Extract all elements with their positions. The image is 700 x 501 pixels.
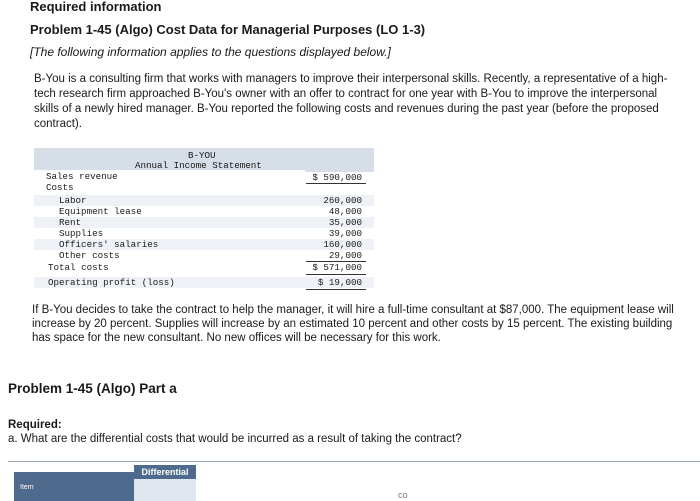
total-costs-value: $ 571,000	[312, 262, 362, 273]
sales-underline	[306, 183, 366, 184]
sales-revenue-value: $ 590,000	[312, 172, 362, 183]
income-statement	[34, 148, 374, 294]
differential-column-header: Differential	[134, 465, 196, 479]
profit-underline	[306, 289, 366, 290]
item-column-label: Item	[20, 484, 34, 491]
supplies-label: Supplies	[59, 228, 104, 239]
equipment-lease-value: 48,000	[328, 206, 362, 217]
rent-label: Rent	[59, 217, 82, 228]
scenario-paragraph: If B-You decides to take the contract to help the manager, it will hire a full-time consultant at $87,000. The equipment lease will increase by 20 percent. Supplies will increase by an estimated 10 percent and other costs by 15 percent. The existing building has space for the new consultant. No new offices will be necessary for this work.	[32, 304, 674, 344]
partial-glyph: co	[398, 490, 408, 500]
other-costs-value: 29,000	[328, 250, 362, 261]
labor-value: 260,000	[323, 195, 362, 206]
required-heading: Required:	[8, 419, 62, 431]
officers-salaries-value: 160,000	[323, 239, 362, 250]
other-costs-label: Other costs	[59, 250, 120, 261]
statement-company: B-YOU	[188, 150, 216, 161]
statement-title: Annual Income Statement	[135, 160, 262, 171]
context-note: [The following information applies to the questions displayed below.]	[30, 45, 391, 59]
operating-profit-value: $ 19,000	[317, 277, 362, 288]
answer-table-header	[8, 461, 700, 501]
required-information-heading: Required information	[30, 0, 162, 14]
part-title: Problem 1-45 (Algo) Part a	[8, 381, 177, 396]
total-costs-label: Total costs	[48, 262, 109, 273]
supplies-value: 39,000	[328, 228, 362, 239]
statement-value-header-band	[305, 148, 374, 172]
item-column-header	[14, 472, 134, 501]
problem-title: Problem 1-45 (Algo) Cost Data for Managerial Purposes (LO 1-3)	[30, 22, 426, 37]
differential-subheader	[134, 479, 196, 501]
intro-paragraph: B-You is a consulting firm that works with managers to improve their interpersonal skills. Recently, a representative of a high-tech research firm approached B-You's owner with an offer to contract for one year with B-You to improve the interpersonal skills of a newly hired manager. B-You reported the following costs and revenues during the past year (before the proposed contract).	[34, 73, 668, 130]
sales-revenue-label: Sales revenue	[46, 171, 118, 182]
total-costs-underline	[306, 274, 366, 275]
question-text: a. What are the differential costs that would be incurred as a result of taking the contract?	[8, 433, 462, 445]
row-band	[34, 217, 374, 228]
operating-profit-label: Operating profit (loss)	[48, 277, 175, 288]
costs-label: Costs	[46, 182, 74, 193]
labor-label: Labor	[59, 195, 87, 206]
officers-salaries-label: Officers' salaries	[59, 239, 159, 250]
equipment-lease-label: Equipment lease	[59, 206, 142, 217]
rent-value: 35,000	[328, 217, 362, 228]
